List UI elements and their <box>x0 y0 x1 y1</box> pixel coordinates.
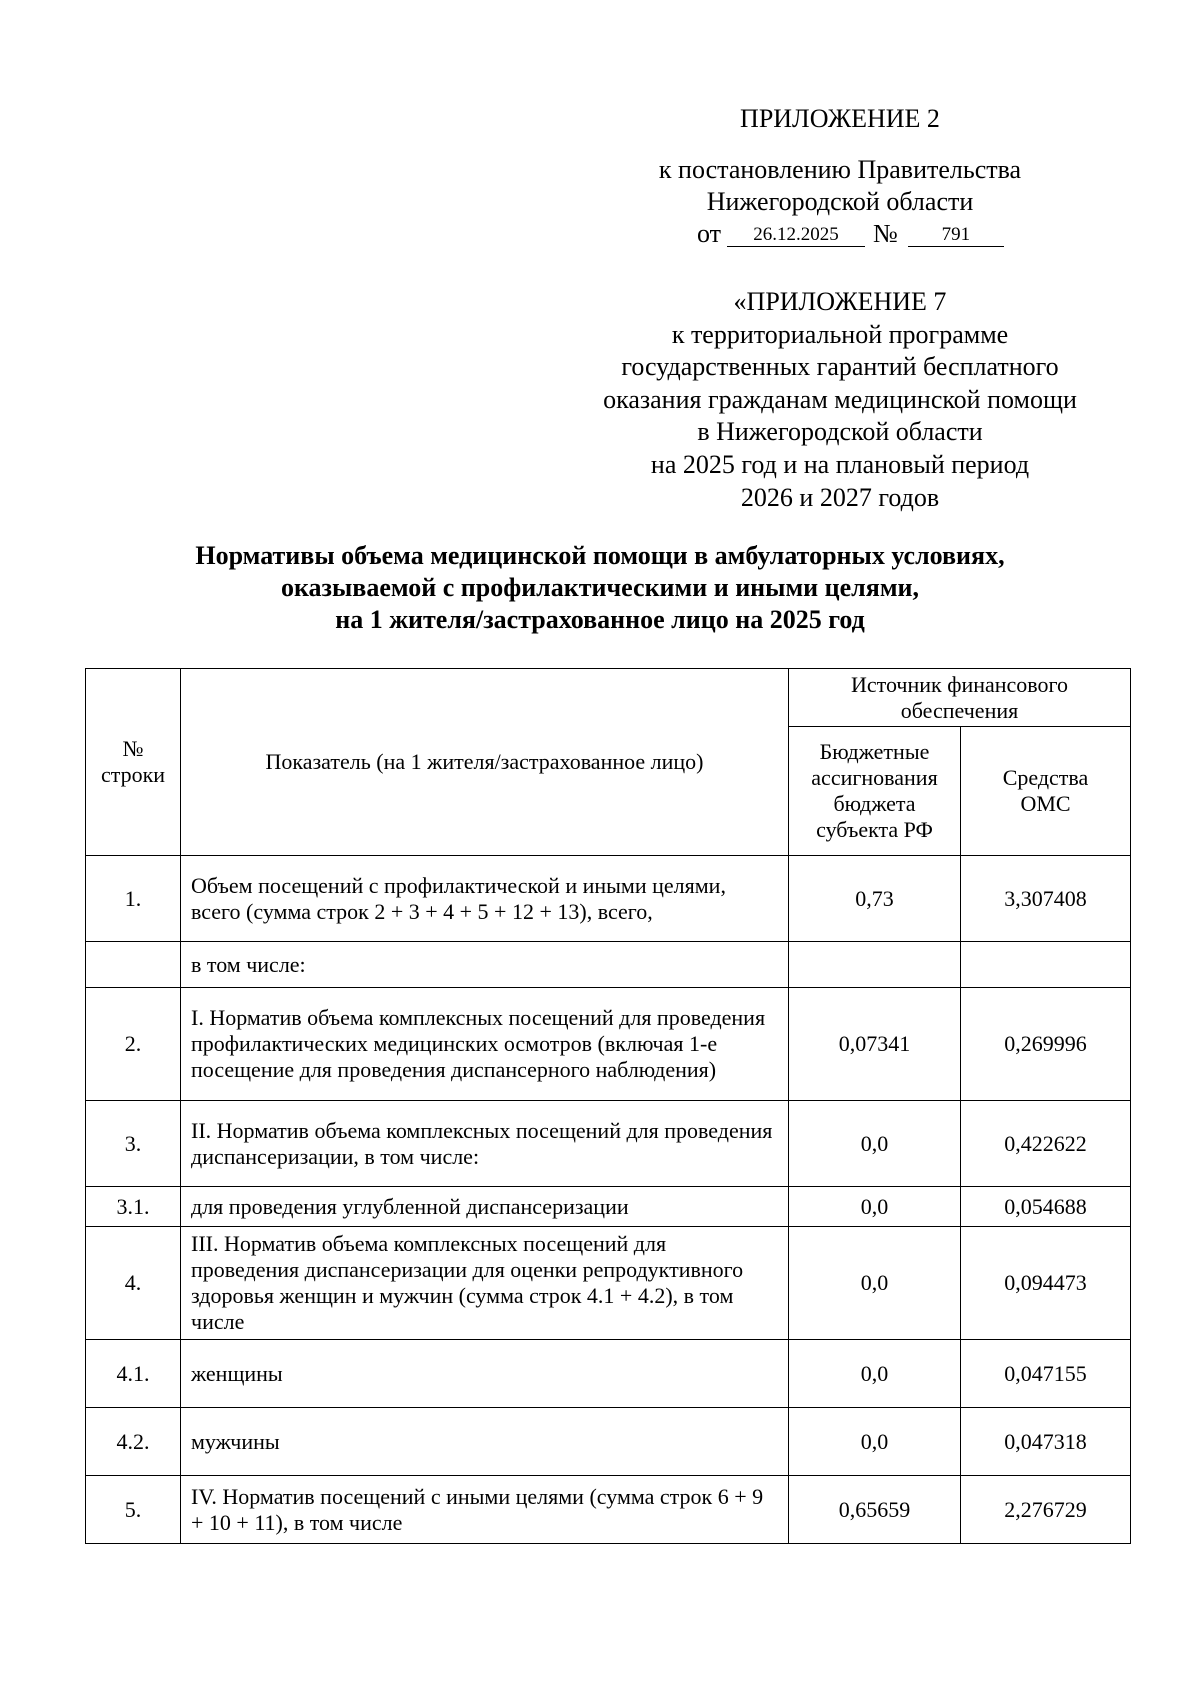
header-row <box>86 669 1131 727</box>
row-number-cell <box>86 942 181 988</box>
norms-table <box>85 668 1131 1544</box>
header-row-number: № строки <box>86 669 181 856</box>
title-line: на 1 жителя/застрахованное лицо на 2025 год <box>335 605 865 634</box>
decree-date-number <box>697 218 1004 250</box>
table-row <box>86 1408 1131 1476</box>
budget-value-cell: 0,65659 <box>789 1476 961 1544</box>
indicator-cell: II. Норматив объема комплексных посещений для проведения диспансеризации, в том числе: <box>181 1101 789 1187</box>
appendix7-line: оказания гражданам медицинской помощи <box>603 384 1077 414</box>
table-row <box>86 988 1131 1101</box>
appendix7-line: к территориальной программе <box>671 319 1009 349</box>
appendix7-line: государственных гарантий бесплатного <box>621 352 1059 382</box>
indicator-cell: женщины <box>181 1340 789 1408</box>
decree-number: 791 <box>908 224 1004 247</box>
oms-value-cell: 3,307408 <box>961 856 1131 942</box>
appendix7-block <box>560 286 1120 514</box>
appendix2-title: ПРИЛОЖЕНИЕ 2 <box>740 104 940 133</box>
indicator-cell: для проведения углубленной диспансеризации <box>181 1187 789 1227</box>
budget-value-cell: 0,0 <box>789 1227 961 1340</box>
row-number-cell: 1. <box>86 856 181 942</box>
indicator-cell: I. Норматив объема комплексных посещений для проведения профилактических медицинских осмотров (включая 1-е посещение для проведения диспансерного наблюдения) <box>181 988 789 1101</box>
budget-value-cell: 0,0 <box>789 1340 961 1408</box>
oms-value-cell <box>961 942 1131 988</box>
oms-value-cell: 2,276729 <box>961 1476 1131 1544</box>
title-line: Нормативы объема медицинской помощи в амбулаторных условиях, <box>195 541 1005 570</box>
oms-value-cell: 0,047155 <box>961 1340 1131 1408</box>
table-row <box>86 1476 1131 1544</box>
decree-reference <box>560 154 1120 218</box>
row-number-cell: 4. <box>86 1227 181 1340</box>
indicator-cell: мужчины <box>181 1408 789 1476</box>
row-number-cell: 3.1. <box>86 1187 181 1227</box>
appendix7-line: в Нижегородской области <box>697 417 983 447</box>
from-label: от <box>697 219 722 248</box>
header-budget: Бюджетные ассигнования бюджета субъекта РФ <box>789 727 961 856</box>
budget-value-cell: 0,07341 <box>789 988 961 1101</box>
table-row <box>86 1101 1131 1187</box>
indicator-cell: III. Норматив объема комплексных посещений для проведения диспансеризации для оценки репродуктивного здоровья женщин и мужчин (сумма строк 4.1 + 4.2), в том числе <box>181 1227 789 1340</box>
oms-value-cell: 0,047318 <box>961 1408 1131 1476</box>
appendix7-line: 2026 и 2027 годов <box>740 482 940 512</box>
table-row <box>86 1187 1131 1227</box>
oms-value-cell: 0,094473 <box>961 1227 1131 1340</box>
decree-date: 26.12.2025 <box>727 224 865 247</box>
decree-line: Нижегородской области <box>706 187 974 216</box>
header-indicator: Показатель (на 1 жителя/застрахованное лицо) <box>181 669 789 856</box>
table-row <box>86 1227 1131 1340</box>
row-number-cell: 3. <box>86 1101 181 1187</box>
header-oms: Средства ОМС <box>961 727 1131 856</box>
row-number-cell: 2. <box>86 988 181 1101</box>
appendix7-line: «ПРИЛОЖЕНИЕ 7 <box>733 287 947 316</box>
decree-line: к постановлению Правительства <box>658 155 1022 184</box>
budget-value-cell: 0,0 <box>789 1408 961 1476</box>
indicator-cell: Объем посещений с профилактической и иными целями, всего (сумма строк 2 + 3 + 4 + 5 + 12 + 13), всего, <box>181 856 789 942</box>
header-financing-source: Источник финансового обеспечения <box>789 669 1131 727</box>
indicator-cell: IV. Норматив посещений с иными целями (сумма строк 6 + 9 + 10 + 11), в том числе <box>181 1476 789 1544</box>
table-row <box>86 942 1131 988</box>
oms-value-cell: 0,269996 <box>961 988 1131 1101</box>
number-sign: № <box>873 219 898 248</box>
indicator-cell: в том числе: <box>181 942 789 988</box>
table-row <box>86 856 1131 942</box>
row-number-cell: 4.1. <box>86 1340 181 1408</box>
title-line: оказываемой с профилактическими и иными целями, <box>280 573 920 602</box>
budget-value-cell: 0,0 <box>789 1187 961 1227</box>
budget-value-cell: 0,73 <box>789 856 961 942</box>
row-number-cell: 4.2. <box>86 1408 181 1476</box>
document-title <box>80 540 1120 636</box>
budget-value-cell: 0,0 <box>789 1101 961 1187</box>
table-row <box>86 1340 1131 1408</box>
budget-value-cell <box>789 942 961 988</box>
oms-value-cell: 0,054688 <box>961 1187 1131 1227</box>
appendix7-line: на 2025 год и на плановый период <box>650 449 1030 479</box>
oms-value-cell: 0,422622 <box>961 1101 1131 1187</box>
row-number-cell: 5. <box>86 1476 181 1544</box>
